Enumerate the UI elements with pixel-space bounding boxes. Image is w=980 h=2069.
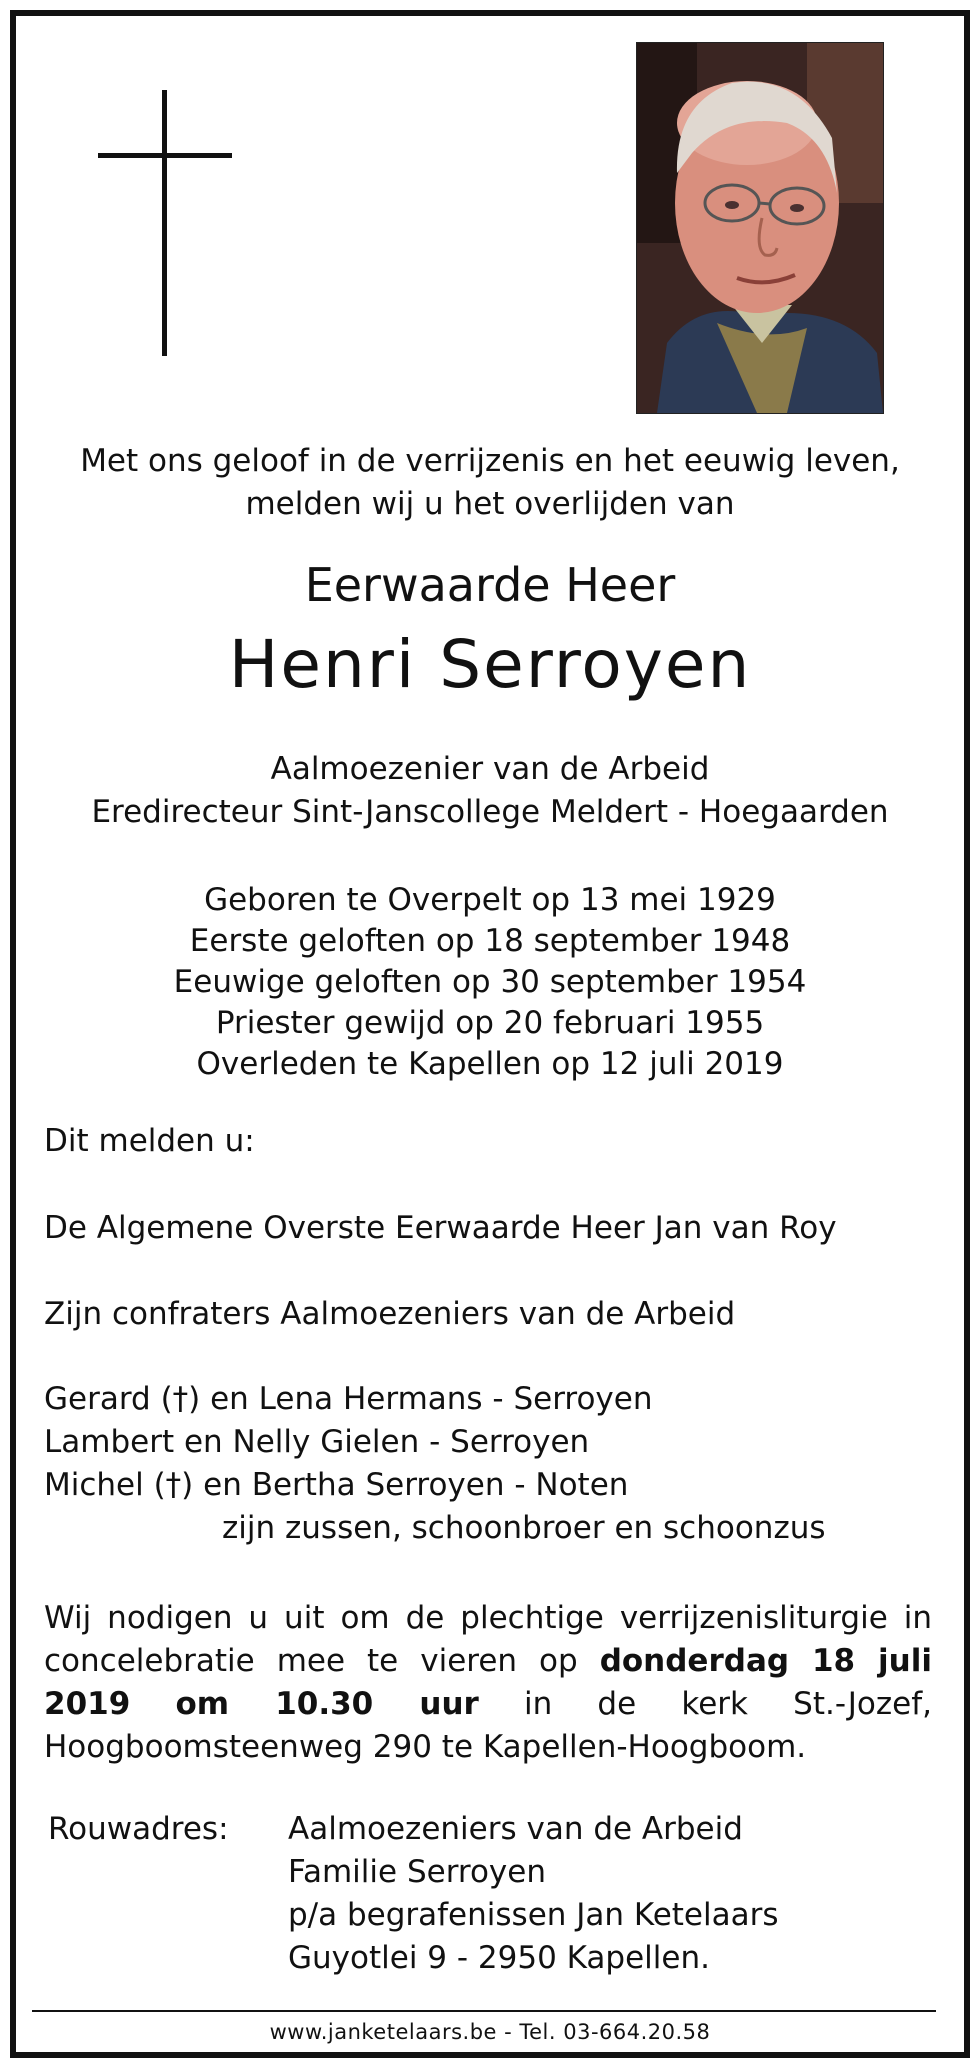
family-note: zijn zussen, schoonbroer en schoonzus [222, 1510, 826, 1546]
deceased-name: Henri Serroyen [228, 626, 752, 703]
family-member: Michel (†) en Bertha Serroyen - Noten [44, 1467, 629, 1503]
address-line: Familie Serroyen [288, 1854, 546, 1890]
mourning-address [288, 1808, 779, 1980]
portrait-photo [636, 42, 884, 414]
date-line: Eeuwige geloften op 30 september 1954 [173, 964, 807, 1000]
opening-line-2: melden wij u het overlijden van [245, 486, 735, 522]
family-member: Gerard (†) en Lena Hermans - Serroyen [44, 1381, 653, 1417]
invitation-paragraph [44, 1597, 932, 1769]
address-line: Aalmoezeniers van de Arbeid [288, 1811, 743, 1847]
date-line: Eerste geloften op 18 september 1948 [189, 923, 791, 959]
role-line-2: Eredirecteur Sint-Janscollege Meldert - Hoegaarden [91, 794, 889, 830]
address-line: p/a begrafenissen Jan Ketelaars [288, 1897, 779, 1933]
role-line-1: Aalmoezenier van de Arbeid [270, 751, 710, 787]
confraters: Zijn confraters Aalmoezeniers van de Arbeid [44, 1296, 736, 1332]
date-line: Geboren te Overpelt op 13 mei 1929 [204, 882, 776, 918]
superior-general: De Algemene Overste Eerwaarde Heer Jan van Roy [44, 1210, 837, 1246]
invitation-text-1: Wij nodigen u uit om de plechtige verrijzenisliturgie in concelebratie mee te vieren op [44, 1600, 932, 1679]
address-line: Guyotlei 9 - 2950 Kapellen. [288, 1940, 710, 1976]
footer-divider [32, 2010, 936, 2012]
invitation-time: om 10.30 uur [175, 1686, 479, 1722]
address-label: Rouwadres: [48, 1811, 229, 1847]
date-line: Overleden te Kapellen op 12 juli 2019 [196, 1046, 784, 1082]
opening-statement [0, 440, 980, 526]
cross-icon [162, 90, 167, 356]
opening-line-1: Met ons geloof in de verrijzenis en het eeuwig leven, [80, 443, 900, 479]
announcers-heading: Dit melden u: [44, 1123, 255, 1159]
date-line: Priester gewijd op 20 februari 1955 [215, 1005, 765, 1041]
honorific: Eerwaarde Heer [304, 558, 676, 612]
invitation-date: donderdag 18 juli 2019 [44, 1643, 932, 1722]
cross-icon-bar [98, 153, 232, 158]
roles [0, 748, 980, 834]
footer-contact: www.janketelaars.be - Tel. 03-664.20.58 [269, 2020, 711, 2044]
invitation-text-2: in de kerk St.-Jozef, Hoogboomsteenweg 290 te Kapellen-Hoogboom. [44, 1686, 932, 1765]
family-member: Lambert en Nelly Gielen - Serroyen [44, 1424, 590, 1460]
family-list [44, 1378, 826, 1550]
life-dates [0, 880, 980, 1085]
